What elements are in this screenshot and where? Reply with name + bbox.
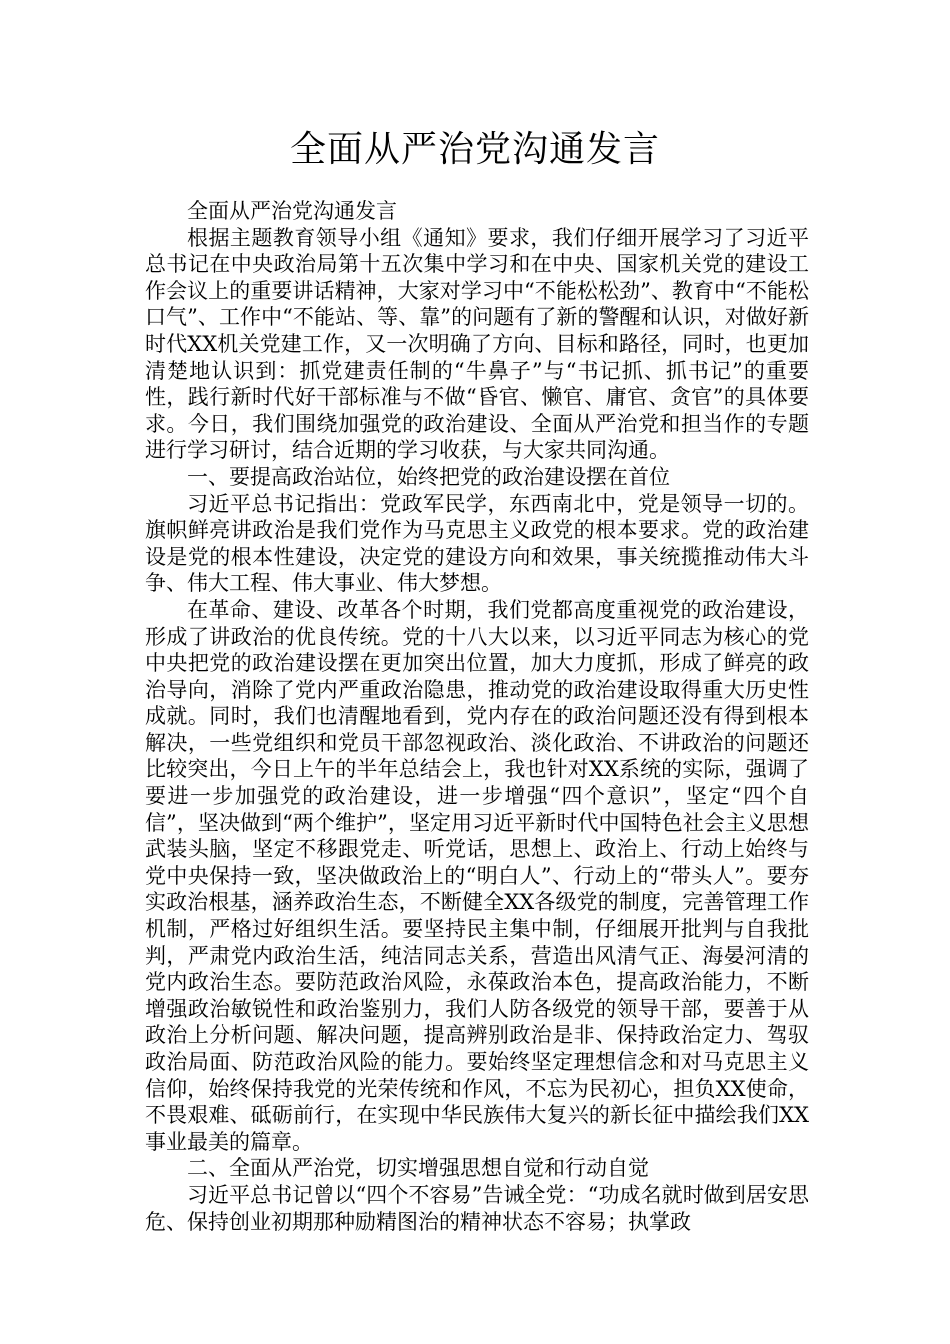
- section-heading-2: 二、全面从严治党，切实增强思想自觉和行动自觉: [187, 1156, 649, 1181]
- section-heading-1: 一、要提高政治站位，始终把党的政治建设摆在首位: [187, 464, 670, 489]
- body-paragraph: 习近平总书记曾以“四个不容易”告诫全党：“功成名就时做到居安思危、保持创业初期那种励精图治的精神状态不容易；执掌政: [145, 1182, 809, 1234]
- document-body: [145, 198, 809, 1235]
- document-title: 全面从严治党沟通发言: [289, 129, 660, 170]
- body-paragraph: 在革命、建设、改革各个时期，我们党都高度重视党的政治建设，形成了讲政治的优良传统。党的十八大以来，以习近平同志为核心的党中央把党的政治建设摆在更加突出位置，加大力度抓，形成了鲜亮的政治导向，消除了党内严重政治隐患，推动党的政治建设取得重大历史性成就。同时，我们也清醒地看到，党内存在的政治问题还没有得到根本解决，一些党组织和党员干部忽视政治、淡化政治、不讲政治的问题还比较突出，今日上午的半年总结会上，我也针对XX系统的实际，强调了要进一步加强党的政治建设，进一步增强“四个意识”，坚定“四个自信”，坚决做到“两个维护”，坚定用习近平新时代中国特色社会主义思想武装头脑，坚定不移跟党走、听党话，思想上、政治上、行动上始终与党中央保持一致，坚决做政治上的“明白人”、行动上的“带头人”。要夯实政治根基，涵养政治生态，不断健全XX各级党的制度，完善管理工作机制，严格过好组织生活。要坚持民主集中制，仔细展开批判与自我批判，严肃党内政治生活，纯洁同志关系，营造出风清气正、海晏河清的党内政治生态。要防范政治风险，永葆政治本色，提高政治能力，不断增强政治敏锐性和政治鉴别力，我们人防各级党的领导干部，要善于从政治上分析问题、解决问题，提高辨别政治是非、保持政治定力、驾驭政治局面、防范政治风险的能力。要始终坚定理想信念和对马克思主义信仰，始终保持我党的光荣传统和作风，不忘为民初心，担负XX使命，不畏艰难、砥砺前行，在实现中华民族伟大复兴的新长征中描绘我们XX事业最美的篇章。: [145, 597, 809, 1154]
- subtitle-paragraph: 全面从严治党沟通发言: [187, 199, 397, 223]
- intro-paragraph: 根据主题教育领导小组《通知》要求，我们仔细开展学习了习近平总书记在中央政治局第十五次集中学习和在中央、国家机关党的建设工作会议上的重要讲话精神，大家对学习中“不能松松劲”、教育中“不能松口气”、工作中“不能站、等、靠”的问题有了新的警醒和认识，对做好新时代XX机关党建工作，又一次明确了方向、目标和路径，同时，也更加清楚地认识到：抓党建责任制的“牛鼻子”与“书记抓、抓书记”的重要性，践行新时代好干部标准与不做“昏官、懒官、庸官、贪官”的具体要求。今日，我们围绕加强党的政治建设、全面从严治党和担当作的专题进行学习研讨，结合近期的学习收获，与大家共同沟通。: [145, 225, 809, 463]
- body-paragraph: 习近平总书记指出：党政军民学，东西南北中，党是领导一切的。旗帜鲜亮讲政治是我们党作为马克思主义政党的根本要求。党的政治建设是党的根本性建设，决定党的建设方向和效果，事关统揽推动伟大斗争、伟大工程、伟大事业、伟大梦想。: [145, 491, 809, 596]
